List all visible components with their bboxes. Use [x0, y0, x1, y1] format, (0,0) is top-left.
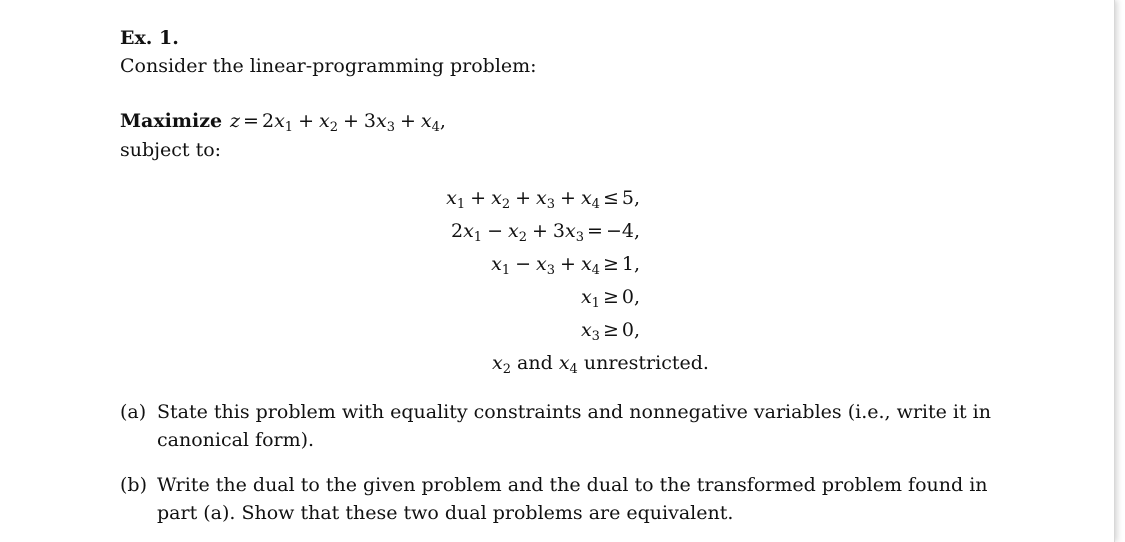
constraint-1: $x_1 + x_2 + x_3 + x_4 \le 5$,: [446, 187, 640, 212]
exercise-heading: Ex. 1.: [120, 27, 179, 49]
constraints-block: [300, 182, 709, 380]
part-a-label: (a): [120, 401, 147, 423]
part-a: [120, 398, 1020, 454]
exercise-intro: Consider the linear-programming problem:: [120, 55, 537, 77]
part-a-text: State this problem with equality constraints and nonnegative variables (i.e., write it in canonical form).: [157, 401, 991, 451]
subject-to-label: subject to:: [120, 139, 222, 161]
constraint-2: $2x_1 - x_2 + 3x_3 = -4$,: [450, 220, 640, 245]
constraint-4: $x_1 \ge 0$,: [580, 286, 640, 311]
objective-line: [120, 109, 446, 140]
constraint-3: $x_1 - x_3 + x_4 \ge 1$,: [491, 253, 640, 278]
objective-math: $z = 2x_1 + x_2 + 3x_3 + x_4$,: [228, 110, 446, 135]
maximize-keyword: Maximize: [120, 110, 223, 132]
constraint-6: $x_2$ and $x_4$ unrestricted.: [492, 352, 709, 377]
part-b-text: Write the dual to the given problem and the dual to the transformed problem found in part (a). Show that these two dual problems are equivalent.: [157, 474, 988, 524]
part-b-label: (b): [120, 474, 147, 496]
constraint-5: $x_3 \ge 0$,: [580, 319, 640, 344]
part-b: [120, 471, 1020, 527]
